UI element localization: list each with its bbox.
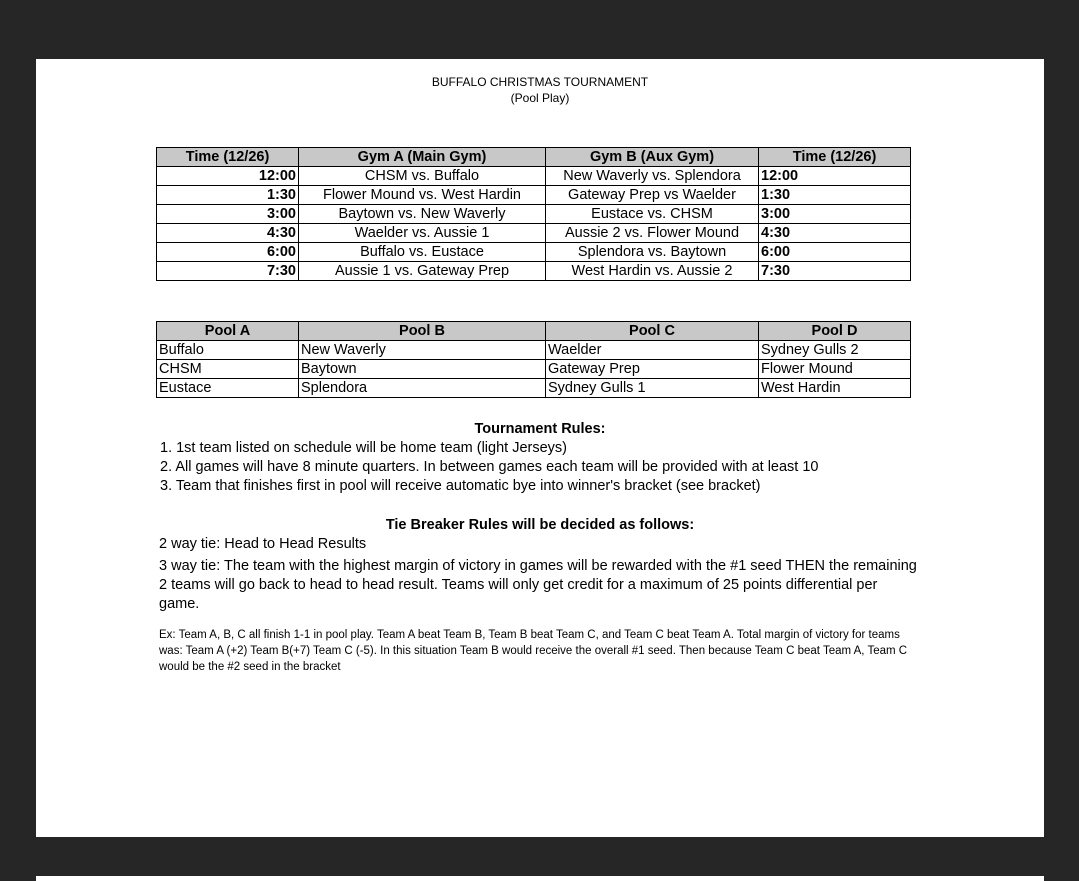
- schedule-header-gym-a: Gym A (Main Gym): [299, 148, 546, 167]
- schedule-time-cell: 1:30: [157, 186, 299, 205]
- table-row: [157, 205, 911, 224]
- schedule-gym-a-cell: Aussie 1 vs. Gateway Prep: [299, 262, 546, 281]
- table-row: [157, 341, 911, 360]
- tie-breaker-example: Ex: Team A, B, C all finish 1-1 in pool play. Team A beat Team B, Team B beat Team C, and Team C beat Team A. Total margin of victory for teams was: Team A (+2) Team B(+7) Team C (-5). In this situation Team B would receive the overall #1 seed. Then because Team C beat Team A, Team C would be the #2 seed in the bracket: [159, 629, 908, 673]
- pool-d-team: Flower Mound: [759, 360, 911, 379]
- table-row: [157, 224, 911, 243]
- pool-c-team: Gateway Prep: [546, 360, 759, 379]
- schedule-header-row: [157, 148, 911, 167]
- pool-c-team: Sydney Gulls 1: [546, 379, 759, 398]
- schedule-time-right-cell: 12:00: [759, 167, 911, 186]
- rule-item: 1. 1st team listed on schedule will be home team (light Jerseys): [160, 440, 567, 456]
- tie-breaker-heading: Tie Breaker Rules will be decided as follows:: [385, 517, 695, 533]
- schedule-table: [156, 147, 911, 281]
- schedule-time-right-cell: 4:30: [759, 224, 911, 243]
- schedule-time-cell: 12:00: [157, 167, 299, 186]
- pool-a-team: CHSM: [157, 360, 299, 379]
- table-row: [157, 243, 911, 262]
- table-row: [157, 360, 911, 379]
- schedule-gym-a-cell: Flower Mound vs. West Hardin: [299, 186, 546, 205]
- schedule-header-gym-b: Gym B (Aux Gym): [546, 148, 759, 167]
- schedule-gym-a-cell: CHSM vs. Buffalo: [299, 167, 546, 186]
- pool-a-team: Eustace: [157, 379, 299, 398]
- pool-b-header: Pool B: [299, 322, 546, 341]
- document-subtitle: (Pool Play): [510, 91, 570, 105]
- table-row: [157, 379, 911, 398]
- schedule-time-cell: 3:00: [157, 205, 299, 224]
- rule-item: 3. Team that finishes first in pool will receive automatic bye into winner's bracket (see bracket): [160, 478, 761, 494]
- document-title: BUFFALO CHRISTMAS TOURNAMENT: [431, 75, 649, 89]
- pools-table: [156, 321, 911, 398]
- pool-d-team: West Hardin: [759, 379, 911, 398]
- next-page-edge: [36, 876, 1044, 881]
- schedule-gym-a-cell: Waelder vs. Aussie 1: [299, 224, 546, 243]
- schedule-gym-b-cell: West Hardin vs. Aussie 2: [546, 262, 759, 281]
- pool-c-header: Pool C: [546, 322, 759, 341]
- schedule-time-right-cell: 7:30: [759, 262, 911, 281]
- viewer-top-band: [0, 0, 1079, 59]
- pool-a-team: Buffalo: [157, 341, 299, 360]
- tie-breaker-three-way: 3 way tie: The team with the highest margin of victory in games will be rewarded with the #1 seed THEN the remaining 2 teams will go back to head to head result. Teams will only get credit for a maximum of 25 points differential per game.: [159, 558, 917, 612]
- schedule-gym-b-cell: Gateway Prep vs Waelder: [546, 186, 759, 205]
- schedule-gym-b-cell: Splendora vs. Baytown: [546, 243, 759, 262]
- schedule-header-time: Time (12/26): [157, 148, 299, 167]
- pool-b-team: Baytown: [299, 360, 546, 379]
- table-row: [157, 262, 911, 281]
- pool-c-team: Waelder: [546, 341, 759, 360]
- pool-b-team: Splendora: [299, 379, 546, 398]
- table-row: [157, 186, 911, 205]
- schedule-gym-a-cell: Baytown vs. New Waverly: [299, 205, 546, 224]
- schedule-time-cell: 6:00: [157, 243, 299, 262]
- table-row: [157, 167, 911, 186]
- schedule-header-time-right: Time (12/26): [759, 148, 911, 167]
- schedule-time-right-cell: 3:00: [759, 205, 911, 224]
- schedule-gym-b-cell: Aussie 2 vs. Flower Mound: [546, 224, 759, 243]
- schedule-gym-b-cell: New Waverly vs. Splendora: [546, 167, 759, 186]
- schedule-gym-b-cell: Eustace vs. CHSM: [546, 205, 759, 224]
- schedule-time-right-cell: 1:30: [759, 186, 911, 205]
- schedule-time-cell: 4:30: [157, 224, 299, 243]
- tournament-rules-heading: Tournament Rules:: [474, 421, 606, 437]
- pools-header-row: [157, 322, 911, 341]
- pool-d-header: Pool D: [759, 322, 911, 341]
- pool-b-team: New Waverly: [299, 341, 546, 360]
- rule-item: 2. All games will have 8 minute quarters. In between games each team will be provided with at least 10: [160, 459, 819, 475]
- schedule-time-cell: 7:30: [157, 262, 299, 281]
- pool-a-header: Pool A: [157, 322, 299, 341]
- schedule-gym-a-cell: Buffalo vs. Eustace: [299, 243, 546, 262]
- document-page[interactable]: [36, 59, 1044, 837]
- tie-breaker-two-way: 2 way tie: Head to Head Results: [159, 536, 367, 552]
- pool-d-team: Sydney Gulls 2: [759, 341, 911, 360]
- schedule-time-right-cell: 6:00: [759, 243, 911, 262]
